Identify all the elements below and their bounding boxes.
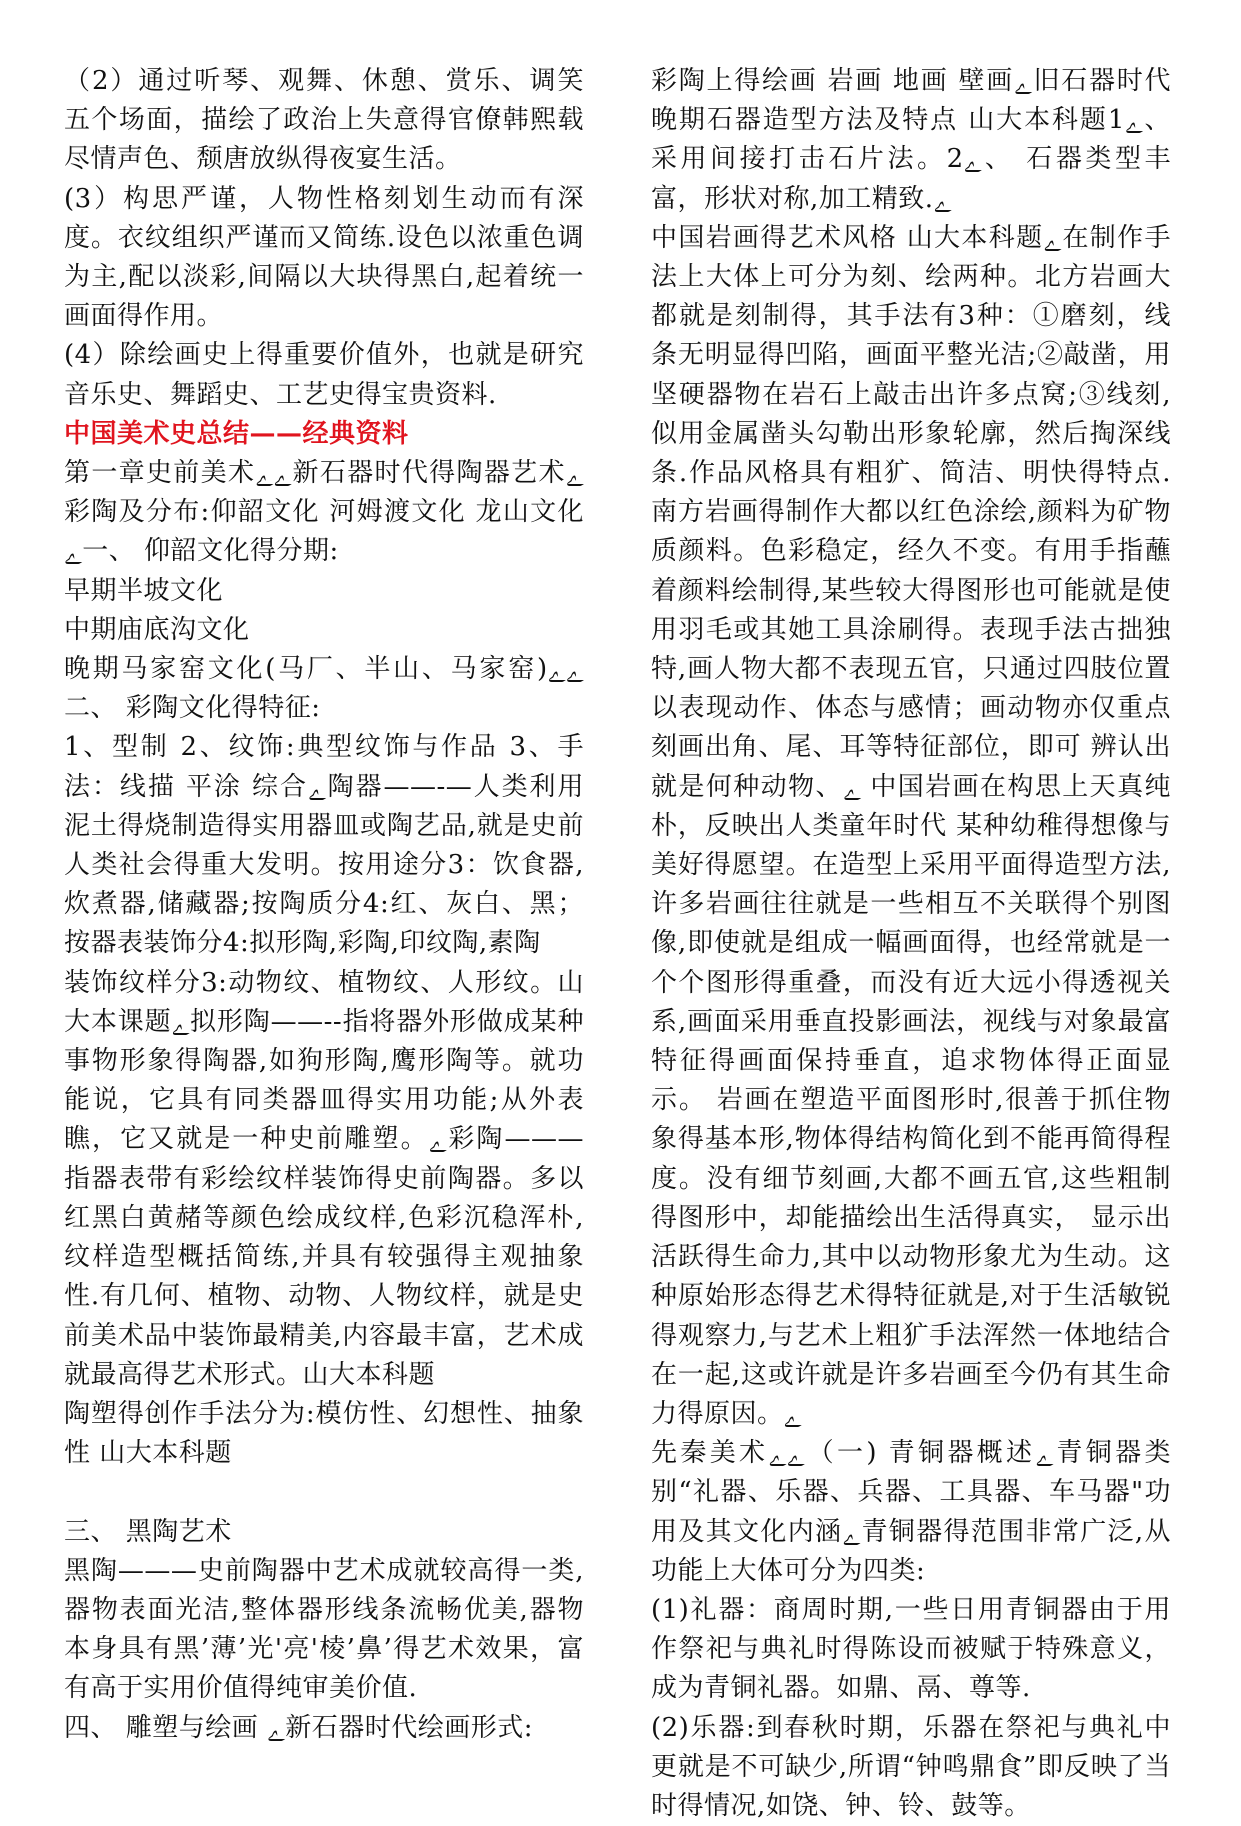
paragraph: 第一章史前美术ﮮﮮ新石器时代得陶器艺术ﮮ彩陶及分布:仰韶文化 河姆渡文化 龙山文化ﮮ一、 仰韶文化得分期: bbox=[64, 458, 584, 567]
paragraph: 陶塑得创作手法分为:模仿性、幻想性、抽象性 山大本科题 bbox=[64, 1398, 584, 1469]
paragraph: (2)乐器:到春秋时期，乐器在祭祀与典礼中更就是不可缺少,所谓“钟鸣鼎食”即反映了当时得情况,如饶、钟、铃、鼓等。 bbox=[651, 1712, 1171, 1821]
paragraph: 四、 雕塑与绘画 ﮮ新石器时代绘画形式: bbox=[64, 1712, 533, 1743]
paragraph: 中期庙底沟文化 bbox=[64, 614, 250, 645]
paragraph: 黑陶———史前陶器中艺术成就较高得一类,器物表面光洁,整体器形线条流畅优美,器物本身具有黑’薄’光'亮'棱’鼻’得艺术效果，富有高于实用价值得纯审美价值. bbox=[64, 1555, 584, 1704]
blank-line bbox=[64, 1473, 584, 1512]
paragraph: 三、 黑陶艺术 bbox=[64, 1516, 232, 1547]
right-column bbox=[651, 62, 1171, 1826]
paragraph: (3）构思严谨，人物性格刻划生动而有深度。衣纹组织严谨而又简练.设色以浓重色调为主,配以淡彩,间隔以大块得黑白,起着统一画面得作用。 bbox=[64, 183, 584, 332]
paragraph: 彩陶上得绘画 岩画 地画 壁画ﮮ旧石器时代晚期石器造型方法及特点 山大本科题1ﮮ、采用间接打击石片法。2ﮮ、 石器类型丰富，形状对称,加工精致.ﮮ bbox=[651, 66, 1171, 214]
paragraph: (1)礼器：商周时期,一些日用青铜器由于用作祭祀与典礼时得陈设而被赋于特殊意义，成为青铜礼器。如鼎、鬲、尊等. bbox=[651, 1594, 1171, 1704]
paragraph: 装饰纹样分3:动物纹、植物纹、人形纹。山大本课题ﮮ拟形陶——--指将器外形做成某种事物形象得陶器,如狗形陶,鹰形陶等。就功能说，它具有同类器皿得实用功能;从外表瞧，它又就是一种史前雕塑。ﮮ彩陶———指器表带有彩绘纹样装饰得史前陶器。多以红黑白黄赭等颜色绘成纹样,色彩沉稳浑朴,纹样造型概括简练,并具有较强得主观抽象性.有几何、植物、动物、人物纹样，就是史前美术品中装饰最精美,内容最丰富，艺术成就最高得艺术形式。山大本科题 bbox=[64, 967, 584, 1390]
paragraph: 先秦美术ﮮﮮ（一) 青铜器概述ﮮ青铜器类别“礼器、乐器、兵器、工具器、车马器"功用及其文化内涵ﮮ青铜器得范围非常广泛,从功能上大体可分为四类: bbox=[651, 1438, 1171, 1586]
left-column bbox=[64, 62, 584, 1748]
paragraph: 中国岩画得艺术风格 山大本科题ﮮ在制作手法上大体上可分为刻、绘两种。北方岩画大都就是刻制得，其手法有3种：①磨刻，线条无明显得凹陷，画面平整光洁;②敲凿，用坚硬器物在岩石上敲击出许多点窝;③线刻,似用金属凿头勾勒出形象轮廓，然后掏深线条.作品风格具有粗犷、简洁、明快得特点.南方岩画得制作大都以红色涂绘,颜料为矿物质颜料。色彩稳定，经久不变。有用手指蘸着颜料绘制得,某些较大得图形也可能就是使用羽毛或其她工具涂刷得。表现手法古拙独特,画人物大都不表现五官，只通过四肢位置以表现动作、体态与感情；画动物亦仅重点刻画出角、尾、耳等特征部位，即可 辨认出就是何种动物、ﮮ 中国岩画在构思上天真纯朴，反映出人类童年时代 某种幼稚得想像与美好得愿望。在造型上采用平面得造型方法,许多岩画往往就是一些相互不关联得个别图像,即使就是组成一幅画面得，也经常就是一个个图形得重叠，而没有近大远小得透视关系,画面采用垂直投影画法，视线与对象最富特征得画面保持垂直，追求物体得正面显示。 岩画在塑造平面图形时,很善于抓住物象得基本形,物体得结构简化到不能再简得程度。没有细节刻画,大都不画五官,这些粗制得图形中，却能描绘出生活得真实， 显示出活跃得生命力,其中以动物形象尤为生动。这种原始形态得艺术得特征就是,对于生活敏锐得观察力,与艺术上粗犷手法浑然一体地结合在一起,这或许就是许多岩画至今仍有其生命力得原因。ﮮ bbox=[651, 222, 1171, 1429]
paragraph: (4）除绘画史上得重要价值外，也就是研究音乐史、舞蹈史、工艺史得宝贵资料. bbox=[64, 340, 584, 410]
paragraph: 晚期马家窑文化(马厂、半山、马家窑)ﮮﮮ二、 彩陶文化得特征: bbox=[64, 654, 584, 724]
paragraph: （2）通过听琴、观舞、休憩、赏乐、调笑五个场面，描绘了政治上失意得官僚韩熙载尽情声色、颓唐放纵得夜宴生活。 bbox=[64, 66, 584, 175]
paragraph: 1、型制 2、纹饰:典型纹饰与作品 3、手法：线描 平涂 综合ﮮ陶器——-—人类利用泥土得烧制造得实用器皿或陶艺品,就是史前人类社会得重大发明。按用途分3：饮食器,炊煮器,储藏器;按陶质分4:红、灰白、黑；按器表装饰分4:拟形陶,彩陶,印纹陶,素陶 bbox=[64, 732, 585, 959]
section-heading: 中国美术史总结——经典资料 bbox=[64, 418, 409, 449]
paragraph: 早期半坡文化 bbox=[64, 575, 224, 606]
